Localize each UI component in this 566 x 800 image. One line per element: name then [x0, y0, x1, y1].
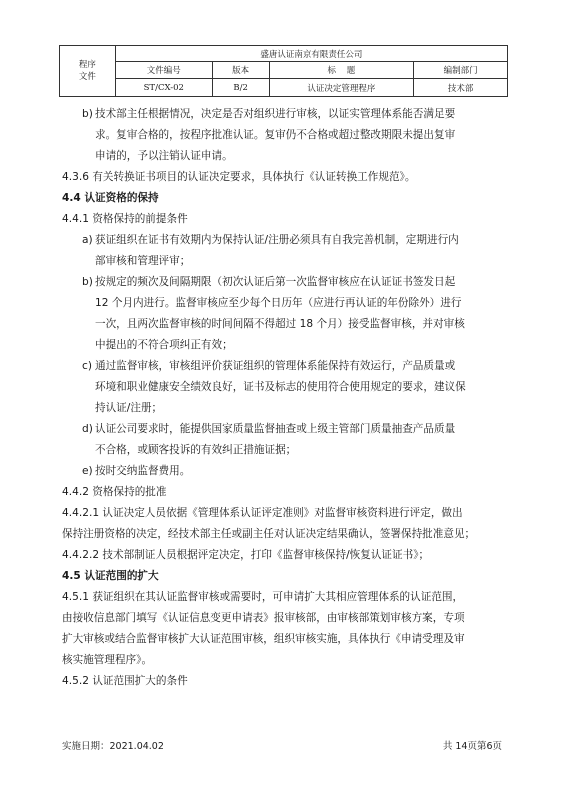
- list-marker: b): [82, 276, 93, 288]
- paragraph-line: 4.4.2 资格保持的批准: [62, 486, 167, 498]
- list-item-text: 按规定的频次及间隔期限（初次认证后第一次监督审核应在认证证书签发日起: [95, 276, 456, 288]
- list-marker: d): [82, 423, 93, 435]
- list-item: [62, 356, 502, 377]
- list-item-continuation: 环境和职业健康安全绩效良好，证书及标志的使用符合使用规定的要求，建议保: [95, 381, 466, 393]
- list-marker: e): [82, 465, 93, 477]
- section-heading: 4.4 认证资格的保持: [62, 192, 159, 204]
- list-item-continuation: 不合格，或顾客投诉的有效纠正措施证据；: [95, 444, 297, 456]
- paragraph-line: 4.3.6 有关转换证书项目的认证决定要求，具体执行《认证转换工作规范》。: [62, 171, 416, 183]
- header-doc-number-label: 文件编号: [115, 62, 212, 79]
- list-item-text: 通过监督审核，审核组评价获证组织的管理体系能保持有效运行，产品质量或: [95, 360, 456, 372]
- header-version-label: 版本: [212, 62, 269, 79]
- list-marker: b): [82, 108, 93, 120]
- list-item-text: 技术部主任根据情况，决定是否对组织进行审核，以证实管理体系能否满足要: [95, 108, 456, 120]
- paragraph-line: 4.5.1 获证组织在其认证监督审核或需要时，可申请扩大其相应管理体系的认证范围，: [62, 591, 464, 603]
- list-item-continuation: 中提出的不符合项纠正有效；: [95, 339, 233, 351]
- implementation-date: 实施日期：2021.04.02: [62, 741, 164, 752]
- list-item: [62, 272, 502, 293]
- list-item-continuation: 求。复审合格的，按程序批准认证。复审仍不合格或超过整改期限未提出复审: [95, 129, 456, 141]
- paragraph-line: 核实施管理程序》。: [62, 654, 153, 666]
- list-item: [62, 419, 502, 440]
- page-number: 共 14页第6页: [442, 741, 502, 752]
- doc-number-value: ST/CX-02: [115, 79, 212, 97]
- list-item-continuation: 部审核和管理评审；: [95, 255, 191, 267]
- paragraph-line: 4.4.1 资格保持的前提条件: [62, 213, 188, 225]
- list-item-text: 获证组织在证书有效期内为保持认证/注册必须具有自我完善机制，定期进行内: [95, 234, 459, 246]
- document-body: [62, 104, 502, 692]
- version-value: B/2: [212, 79, 269, 97]
- paragraph-line: 由接收信息部门填写《认证信息变更申请表》报审核部，由审核部策划审核方案，专项: [62, 612, 465, 624]
- list-item-text: 按时交纳监督费用。: [95, 465, 191, 477]
- list-item: [62, 104, 502, 125]
- header-department-label: 编制部门: [414, 62, 508, 79]
- list-marker: c): [82, 360, 92, 372]
- document-header-table: [59, 45, 508, 97]
- paragraph-line: 4.5.2 认证范围扩大的条件: [62, 675, 188, 687]
- list-item-continuation: 持认证/注册；: [95, 402, 163, 414]
- title-value: 认证决定管理程序: [269, 79, 414, 97]
- paragraph-line: 扩大审核或结合监督审核扩大认证范围审核，组织审核实施，具体执行《申请受理及审: [62, 633, 465, 645]
- paragraph-line: 4.4.2.1 认证决定人员依据《管理体系认证评定准则》对监督审核资料进行评定，做出: [62, 507, 463, 519]
- program-file-label: 程序 文件: [60, 46, 116, 97]
- list-item-continuation: 一次，且两次监督审核的时间间隔不得超过 18 个月）接受监督审核，并对审核: [95, 318, 465, 330]
- header-title-label: 标 题: [269, 62, 414, 79]
- list-item-text: 认证公司要求时，能提供国家质量监督抽查或上级主管部门质量抽查产品质量: [95, 423, 456, 435]
- list-item-continuation: 申请的，予以注销认证申请。: [95, 150, 233, 162]
- list-item: [62, 461, 502, 482]
- list-item: [62, 230, 502, 251]
- department-value: 技术部: [414, 79, 508, 97]
- company-name: 盛唐认证南京有限责任公司: [115, 46, 507, 62]
- section-heading: 4.5 认证范围的扩大: [62, 570, 159, 582]
- list-item-continuation: 12 个月内进行。监督审核应至少每个日历年（应进行再认证的年份除外）进行: [95, 297, 462, 309]
- paragraph-line: 4.4.2.2 技术部制证人员根据评定决定，打印《监督审核保持/恢复认证证书》；: [62, 549, 430, 561]
- paragraph-line: 保持注册资格的决定，经技术部主任或副主任对认证决定结果确认，签署保持批准意见；: [62, 528, 476, 540]
- list-marker: a): [82, 234, 93, 246]
